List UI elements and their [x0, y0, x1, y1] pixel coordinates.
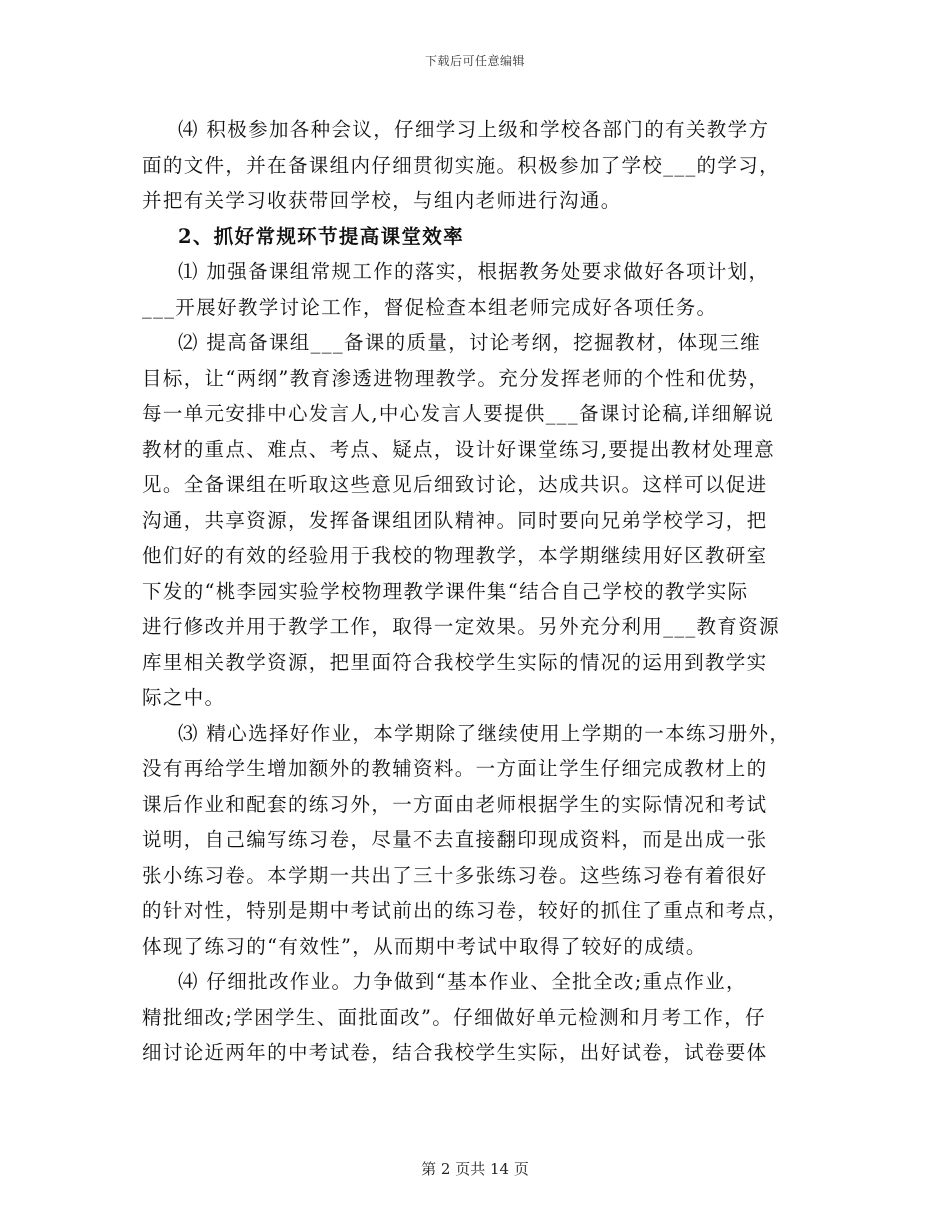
- page-number: 第 2 页共 14 页: [421, 1160, 529, 1178]
- paragraph-line: 际之中。: [142, 686, 226, 709]
- paragraph-line: 他们好的有效的经验用于我校的物理教学，本学期继续用好区教研室: [142, 544, 768, 567]
- paragraph-line: 目标，让“两纲”教育渗透进物理教学。充分发挥老师的个性和优势，: [142, 366, 770, 390]
- paragraph-line: 张小练习卷。本学期一共出了三十多张练习卷。这些练习卷有着很好: [142, 863, 768, 887]
- paragraph-line: ⑴ 加强备课组常规工作的落实，根据教务处要求做好各项计划，: [178, 260, 770, 283]
- paragraph-line: ⑷ 仔细批改作业。力争做到“基本作业、全批全改;重点作业，: [178, 970, 747, 993]
- paragraph-line: ⑶ 精心选择好作业，本学期除了继续使用上学期的一本练习册外，: [178, 721, 791, 745]
- section-heading: 2、抓好常规环节提高课堂效率: [178, 224, 464, 248]
- paragraph-line: 体现了练习的“有效性”，从而期中考试中取得了较好的成绩。: [142, 934, 707, 958]
- paragraph-line: 面的文件，并在备课组内仔细贯彻实施。积极参加了学校___的学习，: [142, 153, 780, 177]
- paragraph-line: 精批细改;学困学生、面批面改”。仔细做好单元检测和月考工作，仔: [142, 1005, 766, 1029]
- paragraph-line: 说明，自己编写练习卷，尽量不去直接翻印现成资料，而是出成一张: [142, 828, 768, 851]
- paragraph-line: 细讨论近两年的中考试卷，结合我校学生实际，出好试卷，试卷要体: [142, 1041, 768, 1064]
- paragraph-line: 见。全备课组在听取这些意见后细致讨论，达成共识。这样可以促进: [142, 473, 768, 496]
- paragraph-line: 教材的重点、难点、考点、疑点，设计好课堂练习,要提出教材处理意: [142, 437, 776, 461]
- paragraph-line: 沟通，共享资源，发挥备课组团队精神。同时要向兄弟学校学习，把: [142, 508, 768, 532]
- paragraph-line: 课后作业和配套的练习外，一方面由老师根据学生的实际情况和考试: [142, 792, 768, 816]
- paragraph-line: 并把有关学习收获带回学校，与组内老师进行沟通。: [142, 189, 622, 212]
- page-header: 下载后可任意编辑: [424, 54, 525, 68]
- paragraph-line: ___开展好教学讨论工作，督促检查本组老师完成好各项任务。: [142, 295, 718, 319]
- paragraph-line: 下发的“桃李园实验学校物理教学课件集“结合自己学校的教学实际: [142, 579, 749, 603]
- paragraph-line: 的针对性，特别是期中考试前出的练习卷，较好的抓住了重点和考点，: [142, 899, 789, 922]
- document-body: [142, 112, 808, 1071]
- paragraph-line: ⑵ 提高备课组___备课的质量，讨论考纲，挖掘教材，体现三维: [178, 331, 761, 354]
- paragraph-line: 每一单元安排中心发言人,中心发言人要提供___备课讨论稿,详细解说: [142, 402, 775, 425]
- paragraph-line: ⑷ 积极参加各种会议，仔细学习上级和学校各部门的有关教学方: [178, 118, 770, 141]
- paragraph-line: 库里相关教学资源，把里面符合我校学生实际的情况的运用到教学实: [142, 650, 768, 674]
- paragraph-line: 进行修改并用于教学工作，取得一定效果。另外充分利用___教育资源: [142, 615, 780, 638]
- paragraph-line: 没有再给学生增加额外的教辅资料。一方面让学生仔细完成教材上的: [142, 757, 768, 780]
